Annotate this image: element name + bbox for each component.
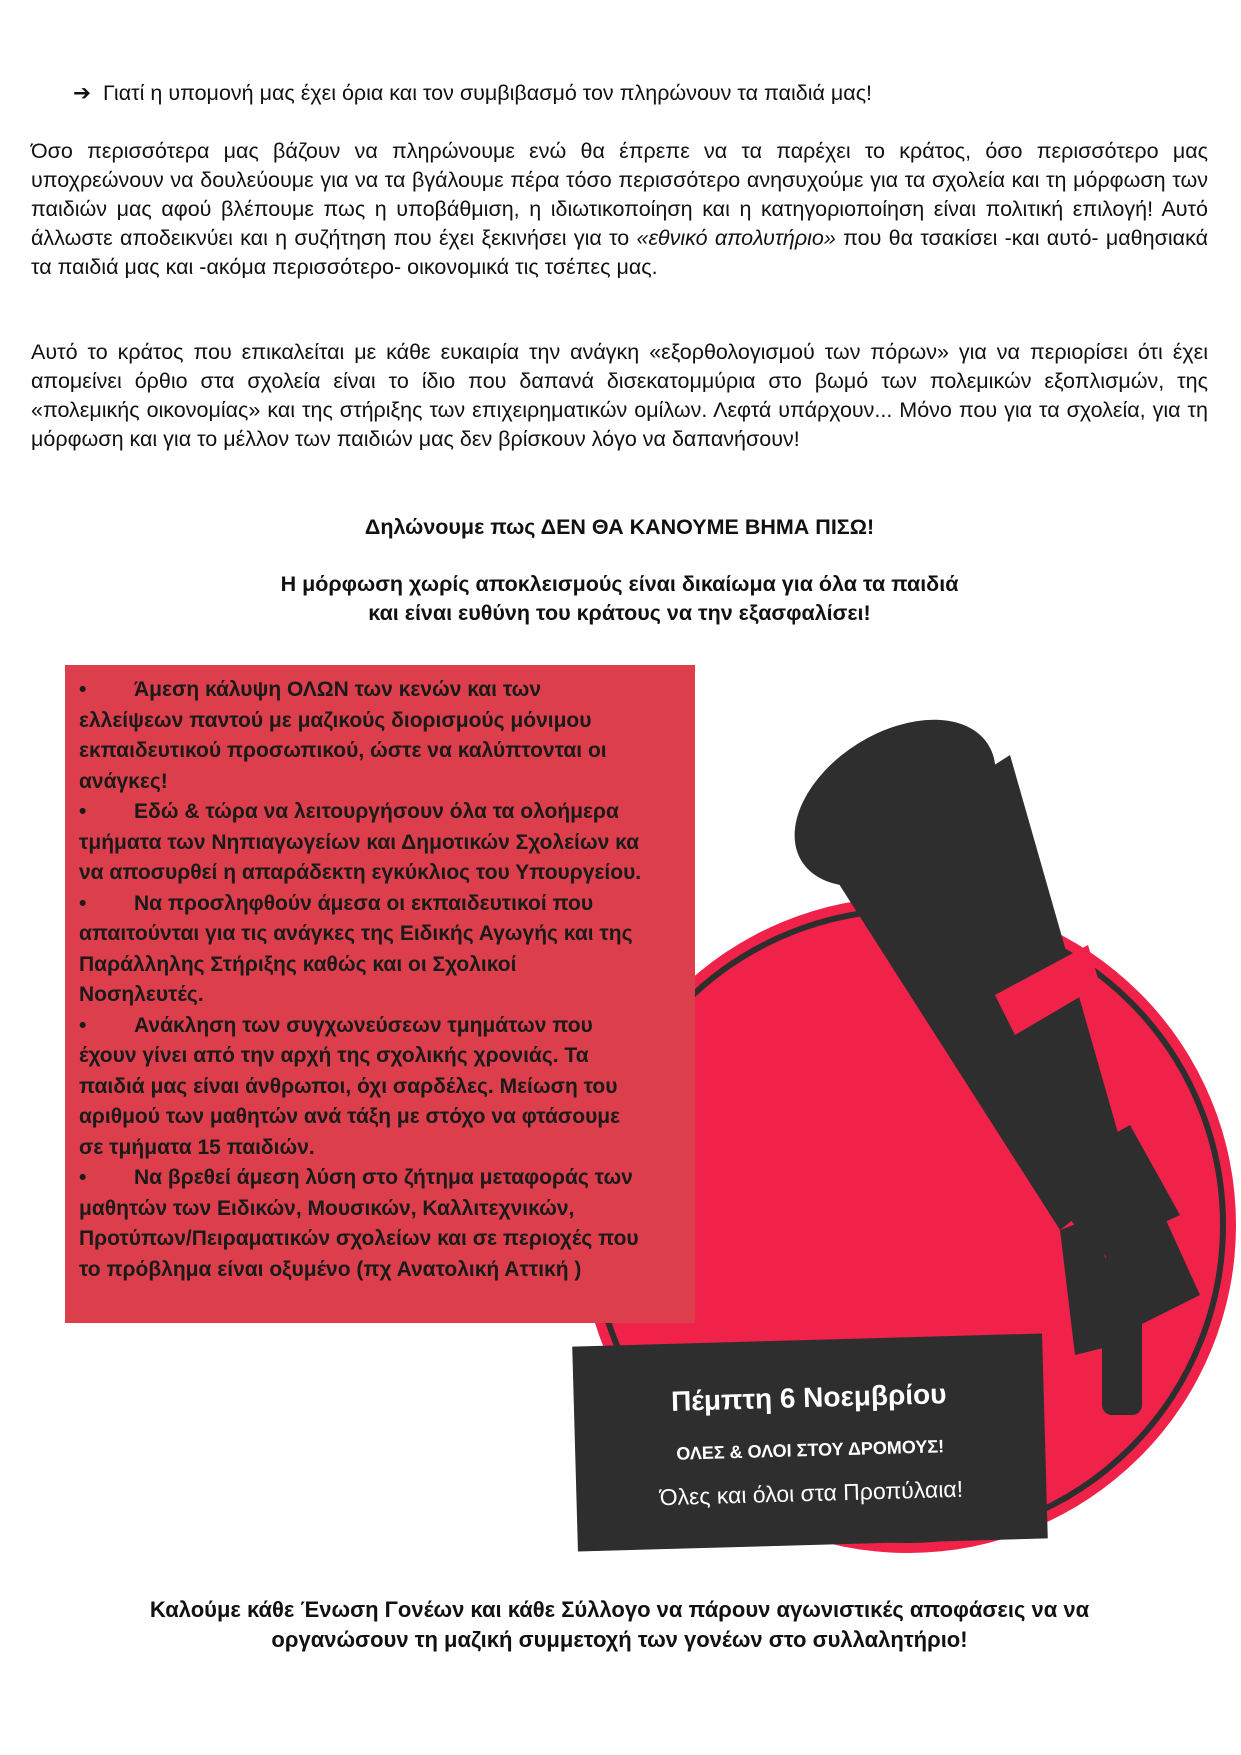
bullet-icon: • xyxy=(79,1013,87,1037)
demand-text: ελλείψεων παντού με μαζικούς διορισμούς μόνιμου xyxy=(79,708,592,732)
demand-text: έχουν γίνει από την αρχή της σχολικής χρονιάς. Τα xyxy=(79,1044,589,1067)
demand-line xyxy=(79,1011,695,1042)
demand-line xyxy=(79,858,695,889)
demand-line xyxy=(79,1224,695,1255)
demand-line xyxy=(79,919,695,950)
demand-line xyxy=(79,950,695,981)
demand-text: Παράλληλης Στήριξης καθώς και οι Σχολικοί xyxy=(79,952,517,976)
closing-call-line2: οργανώσουν τη μαζική συμμετοχή των γονέων στο συλλαλητήριο! xyxy=(271,1627,968,1652)
demand-text: Άμεση κάλυψη ΟΛΩΝ των κενών και των xyxy=(134,678,542,701)
demand-text: σε τμήματα 15 παιδιών. xyxy=(79,1135,315,1159)
demand-line xyxy=(79,767,695,798)
bullet-icon: • xyxy=(79,891,87,915)
demands-box xyxy=(65,665,695,1323)
demand-text: Εδώ & τώρα να λειτουργήσουν όλα τα ολοήμερα xyxy=(134,800,619,823)
event-panel xyxy=(572,1333,1048,1551)
demand-line xyxy=(79,1133,695,1164)
intro-text: Γιατί η υπομονή μας έχει όρια και τον συμβιβασμό τον πληρώνουν τα παιδιά μας! xyxy=(103,81,873,105)
event-date: Πέμπτη 6 Νοεμβρίου xyxy=(670,1378,947,1417)
paragraph1-part1: Όσο περισσότερα μας βάζουν να πληρώνουμε ενώ θα έπρεπε να τα παρέχει το κράτος, όσο περισσότερο μας υποχρεώνουν να δουλεύουμε για να τα βγάλουμε πέρα τόσο περισσότερο ανησυχούμε για τα σχολεία και τη μόρφωση των παιδιών μας αφού βλέπουμε πως η υποβάθμιση, η ιδιωτικοποίηση και η κατηγοριοποίηση είναι πολιτική επιλογή! Αυτό άλλωστε αποδεικνύει και η συζήτηση που έχει ξεκινήσει για το xyxy=(31,139,1208,250)
demand-text: απαιτούνται για τις ανάγκες της Ειδικής Αγωγής και της xyxy=(79,922,633,945)
demand-line xyxy=(79,1163,695,1194)
demand-line xyxy=(79,980,695,1011)
demand-text: να αποσυρθεί η απαράδεκτη εγκύκλιος του Υπουργείου. xyxy=(79,861,642,884)
demand-line xyxy=(79,1041,695,1072)
demand-text: Νοσηλευτές. xyxy=(79,983,204,1006)
event-slogan-propylaia: Όλες και όλοι στα Προπύλαια! xyxy=(659,1475,964,1511)
demand-line xyxy=(79,675,695,706)
demand-line xyxy=(79,1255,695,1286)
demand-text: Προτύπων/Πειραματικών σχολείων και σε περιοχές που xyxy=(79,1227,639,1250)
demand-line xyxy=(79,736,695,767)
demand-text: μαθητών των Ειδικών, Μουσικών, Καλλιτεχνικών, xyxy=(79,1196,575,1220)
demand-text: αριθμού των μαθητών ανά τάξη με στόχο να φτάσουμε xyxy=(79,1105,621,1128)
bullet-icon: • xyxy=(79,678,87,701)
demand-text: εκπαιδευτικού προσωπικού, ώστε να καλύπτονται οι xyxy=(79,739,607,762)
demand-text: Να βρεθεί άμεση λύση στο ζήτημα μεταφοράς των xyxy=(134,1166,633,1189)
event-slogan-streets: ΟΛΕΣ & ΟΛΟΙ ΣΤΟΥ ΔΡΟΜΟΥΣ! xyxy=(676,1436,945,1464)
arrow-icon: ➔ xyxy=(73,81,92,105)
paragraph-state-spending: Αυτό το κράτος που επικαλείται με κάθε ευκαιρία την ανάγκη «εξορθολογισμού των πόρων» για να περιορίσει ότι έχει απομείνει όρθιο στα σχολεία είναι το ίδιο που δαπανά δισεκατομμύρια στο βωμό των πολεμικών εξοπλισμών, της «πολεμικής οικονομίας» και της στήριξης των επιχειρηματικών ομίλων. Λεφτά υπάρχουν... Μόνο που για τα σχολεία, για τη μόρφωση και για το μέλλον των παιδιών μας δεν βρίσκουν λόγο να δαπανήσουν! xyxy=(31,340,1208,451)
demand-text: Ανάκληση των συγχωνεύσεων τμημάτων που xyxy=(134,1013,593,1037)
intro-line xyxy=(73,80,1193,106)
demand-line xyxy=(79,1194,695,1225)
demand-text: τμήματα των Νηπιαγωγείων και Δημοτικών Σχολείων κα xyxy=(79,830,640,854)
demand-text: παιδιά μας είναι άνθρωποι, όχι σαρδέλες. Μείωση του xyxy=(79,1074,618,1098)
closing-call-line1: Καλούμε κάθε Ένωση Γονέων και κάθε Σύλλογο να πάρουν αγωνιστικές αποφάσεις να να xyxy=(149,1597,1090,1622)
demand-line xyxy=(79,1102,695,1133)
demands-list xyxy=(65,665,695,1285)
demand-text: ανάγκες! xyxy=(79,769,168,793)
paragraph1-italic: «εθνικό απολυτήριο» xyxy=(636,226,836,250)
demand-line xyxy=(79,706,695,737)
right-statement-line1: Η μόρφωση χωρίς αποκλεισμούς είναι δικαίωμα για όλα τα παιδιά xyxy=(280,572,959,596)
demand-text: Να προσληφθούν άμεσα οι εκπαιδευτικοί που xyxy=(134,891,594,915)
demand-line xyxy=(79,828,695,859)
paragraph-cost-concerns xyxy=(31,137,1208,282)
bullet-icon: • xyxy=(79,1166,87,1189)
demand-text: το πρόβλημα είναι οξυμένο (πχ Ανατολική Αττική ) xyxy=(79,1257,582,1281)
bullet-icon: • xyxy=(79,800,87,823)
paragraph1-part2: που θα τσακίσει -και αυτό- μαθησιακά τα παιδιά μας και -ακόμα περισσότερο- οικονομικά τις τσέπες μας. xyxy=(31,226,1208,279)
declaration-heading: Δηλώνουμε πως ΔΕΝ ΘΑ ΚΑΝΟΥΜΕ ΒΗΜΑ ΠΙΣΩ! xyxy=(364,515,875,539)
demand-line xyxy=(79,1072,695,1103)
right-statement-line2: και είναι ευθύνη του κράτους να την εξασφαλίσει! xyxy=(368,601,871,625)
demand-line xyxy=(79,797,695,828)
demand-line xyxy=(79,889,695,920)
